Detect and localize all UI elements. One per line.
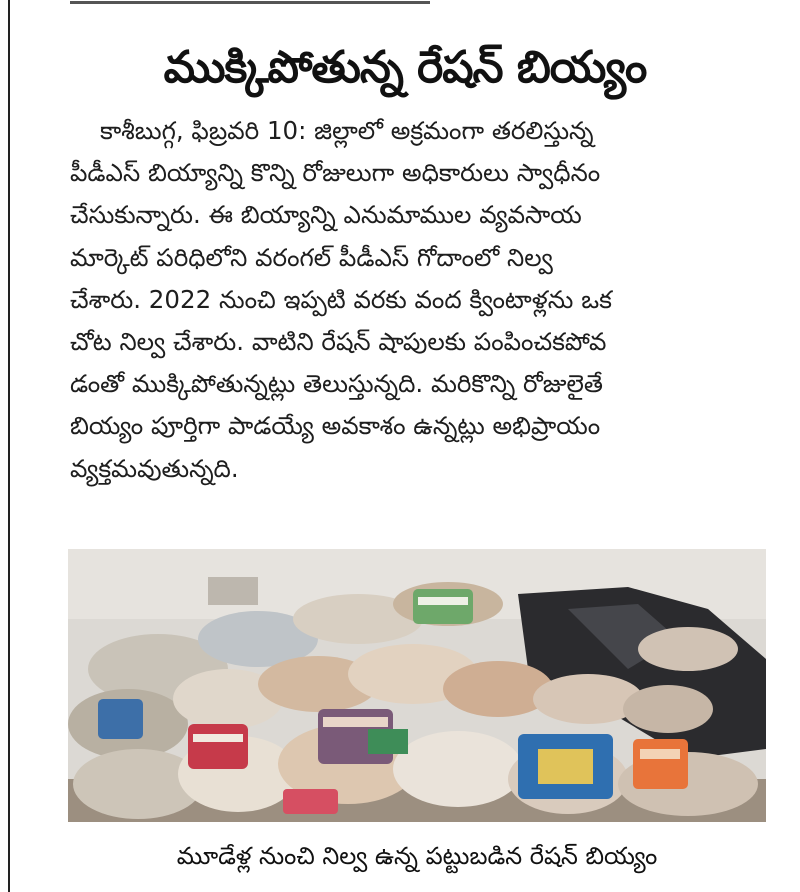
headline: ముక్కిపోతున్న రేషన్ బియ్యం xyxy=(163,42,647,93)
body-line: డంతో ముక్కిపోతున్నట్లు తెలుస్తున్నది. మరికొన్ని రోజులైతే xyxy=(70,369,603,399)
body-line: పీడీఎస్ బియ్యాన్ని కొన్ని రోజులుగా అధికారులు స్వాధీనం xyxy=(70,158,601,188)
previous-article-cutoff xyxy=(70,0,430,8)
body-line: చేసుకున్నారు. ఈ బియ్యాన్ని ఎనుమాముల వ్యవసాయ xyxy=(70,200,582,230)
rice-bags-photo xyxy=(68,549,766,822)
body-line: వ్యక్తమవుతున్నది. xyxy=(70,453,239,483)
body-line: కాశీబుగ్గ, ఫిబ్రవరి 10: జిల్లాలో అక్రమంగా తరలిస్తున్న xyxy=(100,116,594,145)
rice-bags-illustration xyxy=(68,549,766,822)
photo-caption: మూడేళ్ల నుంచి నిల్వ ఉన్న పట్టుబడిన రేషన్ బియ్యం xyxy=(176,842,658,870)
body-line: మార్కెట్ పరిధిలోని వరంగల్ పీడీఎస్ గోదాంలో నిల్వ xyxy=(70,242,553,272)
body-line: బియ్యం పూర్తిగా పాడయ్యే అవకాశం ఉన్నట్లు అభిప్రాయం xyxy=(70,411,601,441)
body-line: చోట నిల్వ చేశారు. వాటిని రేషన్ షాపులకు పంపించకపోవ xyxy=(70,326,607,356)
body-line: చేశారు. 2022 నుంచి ఇప్పటి వరకు వంద క్వింటాళ్లను ఒక xyxy=(70,284,612,314)
article-body xyxy=(70,110,770,490)
column-rule xyxy=(8,0,10,892)
